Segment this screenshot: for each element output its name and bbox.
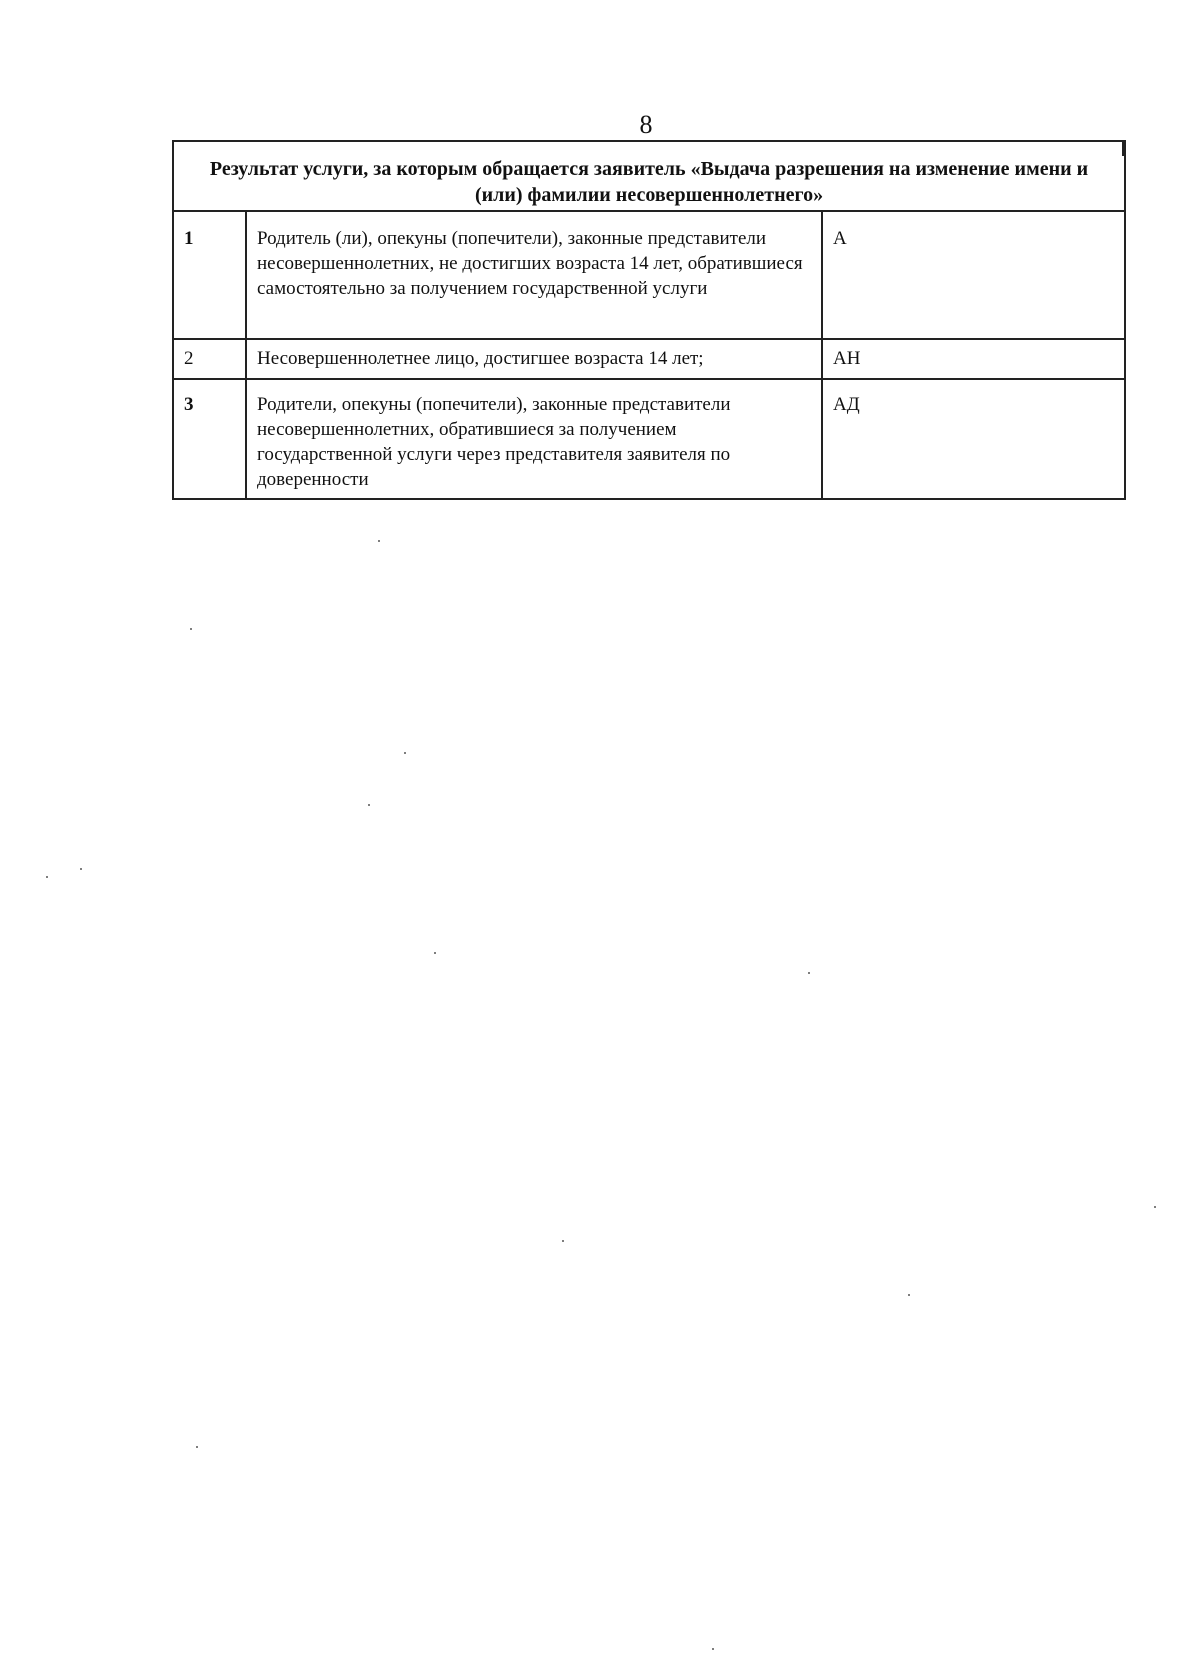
row-code: АД: [822, 379, 1125, 499]
row-code: А: [822, 211, 1125, 339]
scan-speck: [404, 752, 406, 754]
row-number: 3: [173, 379, 246, 499]
scan-speck: [368, 804, 370, 806]
scan-speck: [562, 1240, 564, 1242]
row-number: 2: [173, 339, 246, 379]
row-description: Несовершеннолетнее лицо, достигшее возраста 14 лет;: [246, 339, 822, 379]
table-row: [173, 339, 1125, 379]
scan-speck: [808, 972, 810, 974]
scan-speck: [190, 628, 192, 630]
table-row: [173, 379, 1125, 499]
scan-speck: [908, 1294, 910, 1296]
row-number: 1: [173, 211, 246, 339]
table-row: [173, 211, 1125, 339]
applicant-table: [172, 140, 1126, 500]
scan-speck: [80, 868, 82, 870]
scan-speck: [46, 876, 48, 878]
scan-speck: [434, 952, 436, 954]
scan-speck: [712, 1648, 714, 1650]
scan-speck: [196, 1446, 198, 1448]
table-header: Результат услуги, за которым обращается заявитель «Выдача разрешения на изменение имени и (или) фамилии несовершеннолетнего»: [173, 141, 1125, 211]
table-header-row: [173, 141, 1125, 211]
row-description: Родители, опекуны (попечители), законные представители несовершеннолетних, обратившиеся за получением государственной услуги через представителя заявителя по доверенности: [246, 379, 822, 499]
page-number: 8: [639, 110, 653, 139]
row-code: АН: [822, 339, 1125, 379]
scan-speck: [378, 540, 380, 542]
scan-speck: [1154, 1206, 1156, 1208]
row-description: Родитель (ли), опекуны (попечители), законные представители несовершеннолетних, не достигших возраста 14 лет, обратившиеся самостоятельно за получением государственной услуги: [246, 211, 822, 339]
